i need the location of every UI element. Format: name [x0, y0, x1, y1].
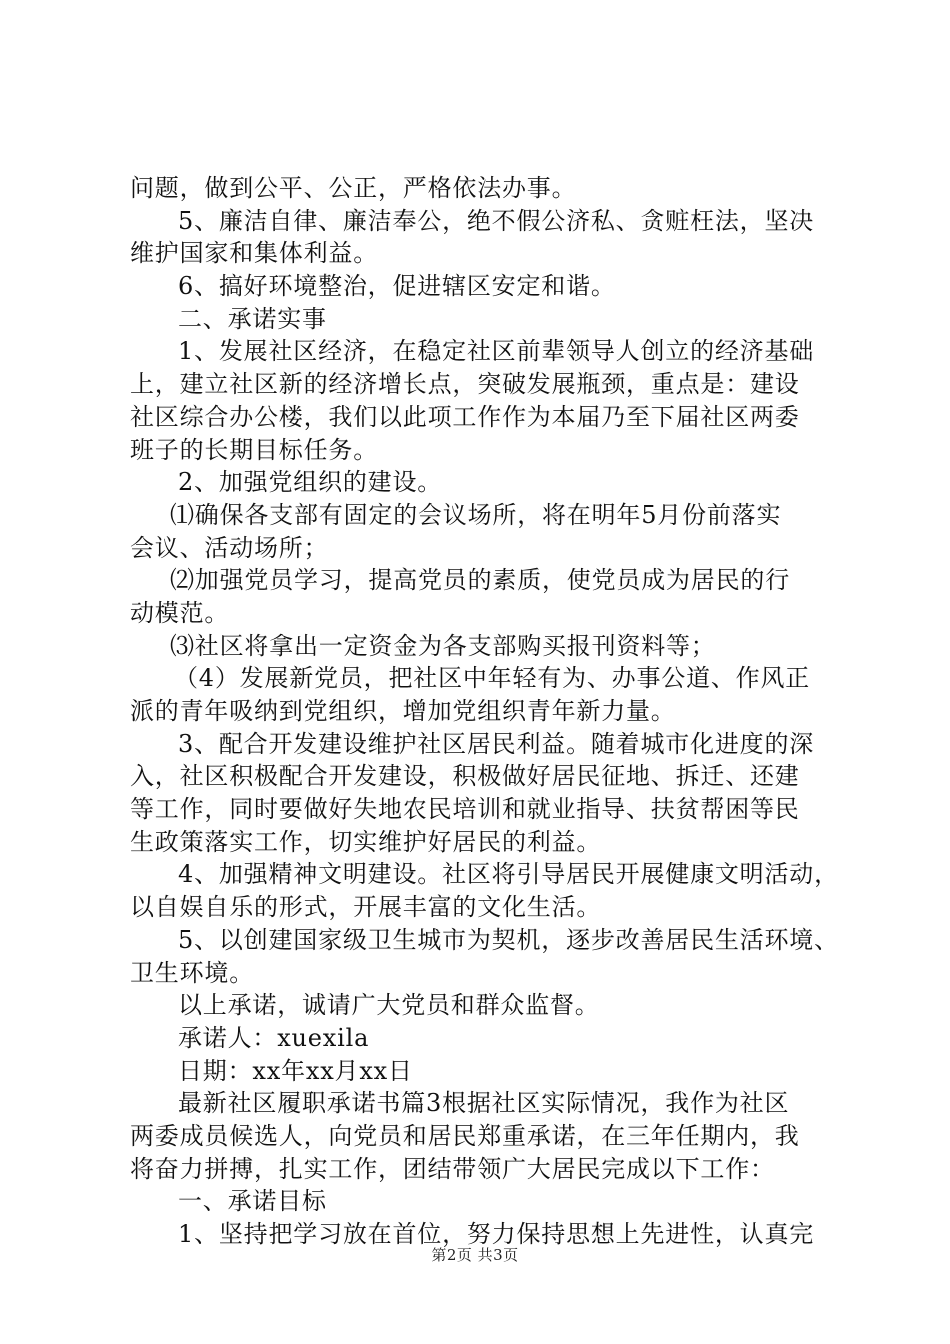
text-line: 社区综合办公楼，我们以此项工作作为本届乃至下届社区两委	[130, 402, 800, 431]
text-line: 动模范。	[130, 598, 230, 627]
section-heading: 二、承诺实事	[178, 304, 327, 333]
text-line: 5、以创建国家级卫生城市为契机，逐步改善居民生活环境、	[178, 925, 839, 954]
text-line: 1、发展社区经济，在稳定社区前辈领导人创立的经济基础	[178, 337, 815, 366]
document-body	[130, 172, 839, 1251]
text-line: 问题，做到公平、公正，严格依法办事。	[130, 174, 577, 202]
text-line: 2、加强党组织的建设。	[178, 468, 443, 497]
text-line: 维护国家和集体利益。	[130, 239, 378, 268]
text-line: 等工作，同时要做好失地农民培训和就业指导、扶贫帮困等民	[130, 795, 800, 824]
text-line: 以自娱自乐的形式，开展丰富的文化生活。	[130, 893, 602, 922]
text-line: 6、搞好环境整治，促进辖区安定和谐。	[178, 272, 616, 301]
text-line: 卫生环境。	[130, 958, 254, 987]
text-line: 班子的长期目标任务。	[130, 435, 378, 464]
text-line: 派的青年吸纳到党组织，增加党组织青年新力量。	[130, 697, 676, 725]
section-heading: 一、承诺目标	[178, 1187, 327, 1216]
text-line: ⑶社区将拿出一定资金为各支部购买报刊资料等；	[170, 631, 716, 660]
text-line: （4）发展新党员，把社区中年轻有为、办事公道、作风正	[174, 664, 811, 693]
text-line: ⑴确保各支部有固定的会议场所，将在明年5月份前落实	[170, 500, 782, 529]
signer-line: 承诺人：xuexila	[178, 1023, 370, 1052]
text-line: 最新社区履职承诺书篇3根据社区实际情况，我作为社区	[178, 1089, 790, 1118]
text-line: 以上承诺，诚请广大党员和群众监督。	[178, 991, 600, 1020]
date-line: 日期：xx年xx月xx日	[178, 1056, 413, 1085]
text-line: 将奋力拼搏，扎实工作，团结带领广大居民完成以下工作：	[130, 1154, 775, 1183]
text-line: 会议、活动场所；	[130, 533, 329, 562]
text-line: 5、廉洁自律、廉洁奉公，绝不假公济私、贪赃枉法，坚决	[178, 206, 815, 235]
text-line: 上，建立社区新的经济增长点，突破发展瓶颈，重点是：建设	[130, 370, 800, 399]
text-line: 3、配合开发建设维护社区居民利益。随着城市化进度的深	[178, 729, 815, 758]
text-line: 两委成员候选人，向党员和居民郑重承诺，在三年任期内，我	[130, 1121, 800, 1150]
text-line: ⑵加强党员学习，提高党员的素质，使党员成为居民的行	[170, 566, 790, 595]
page-number-footer: 第2页 共3页	[431, 1246, 519, 1264]
text-line: 4、加强精神文明建设。社区将引导居民开展健康文明活动，	[178, 860, 839, 889]
text-line: 入，社区积极配合开发建设，积极做好居民征地、拆迁、还建	[130, 762, 800, 791]
text-line: 生政策落实工作，切实维护好居民的利益。	[130, 827, 602, 856]
text-line: 1、坚持把学习放在首位，努力保持思想上先进性，认真完	[178, 1220, 815, 1248]
